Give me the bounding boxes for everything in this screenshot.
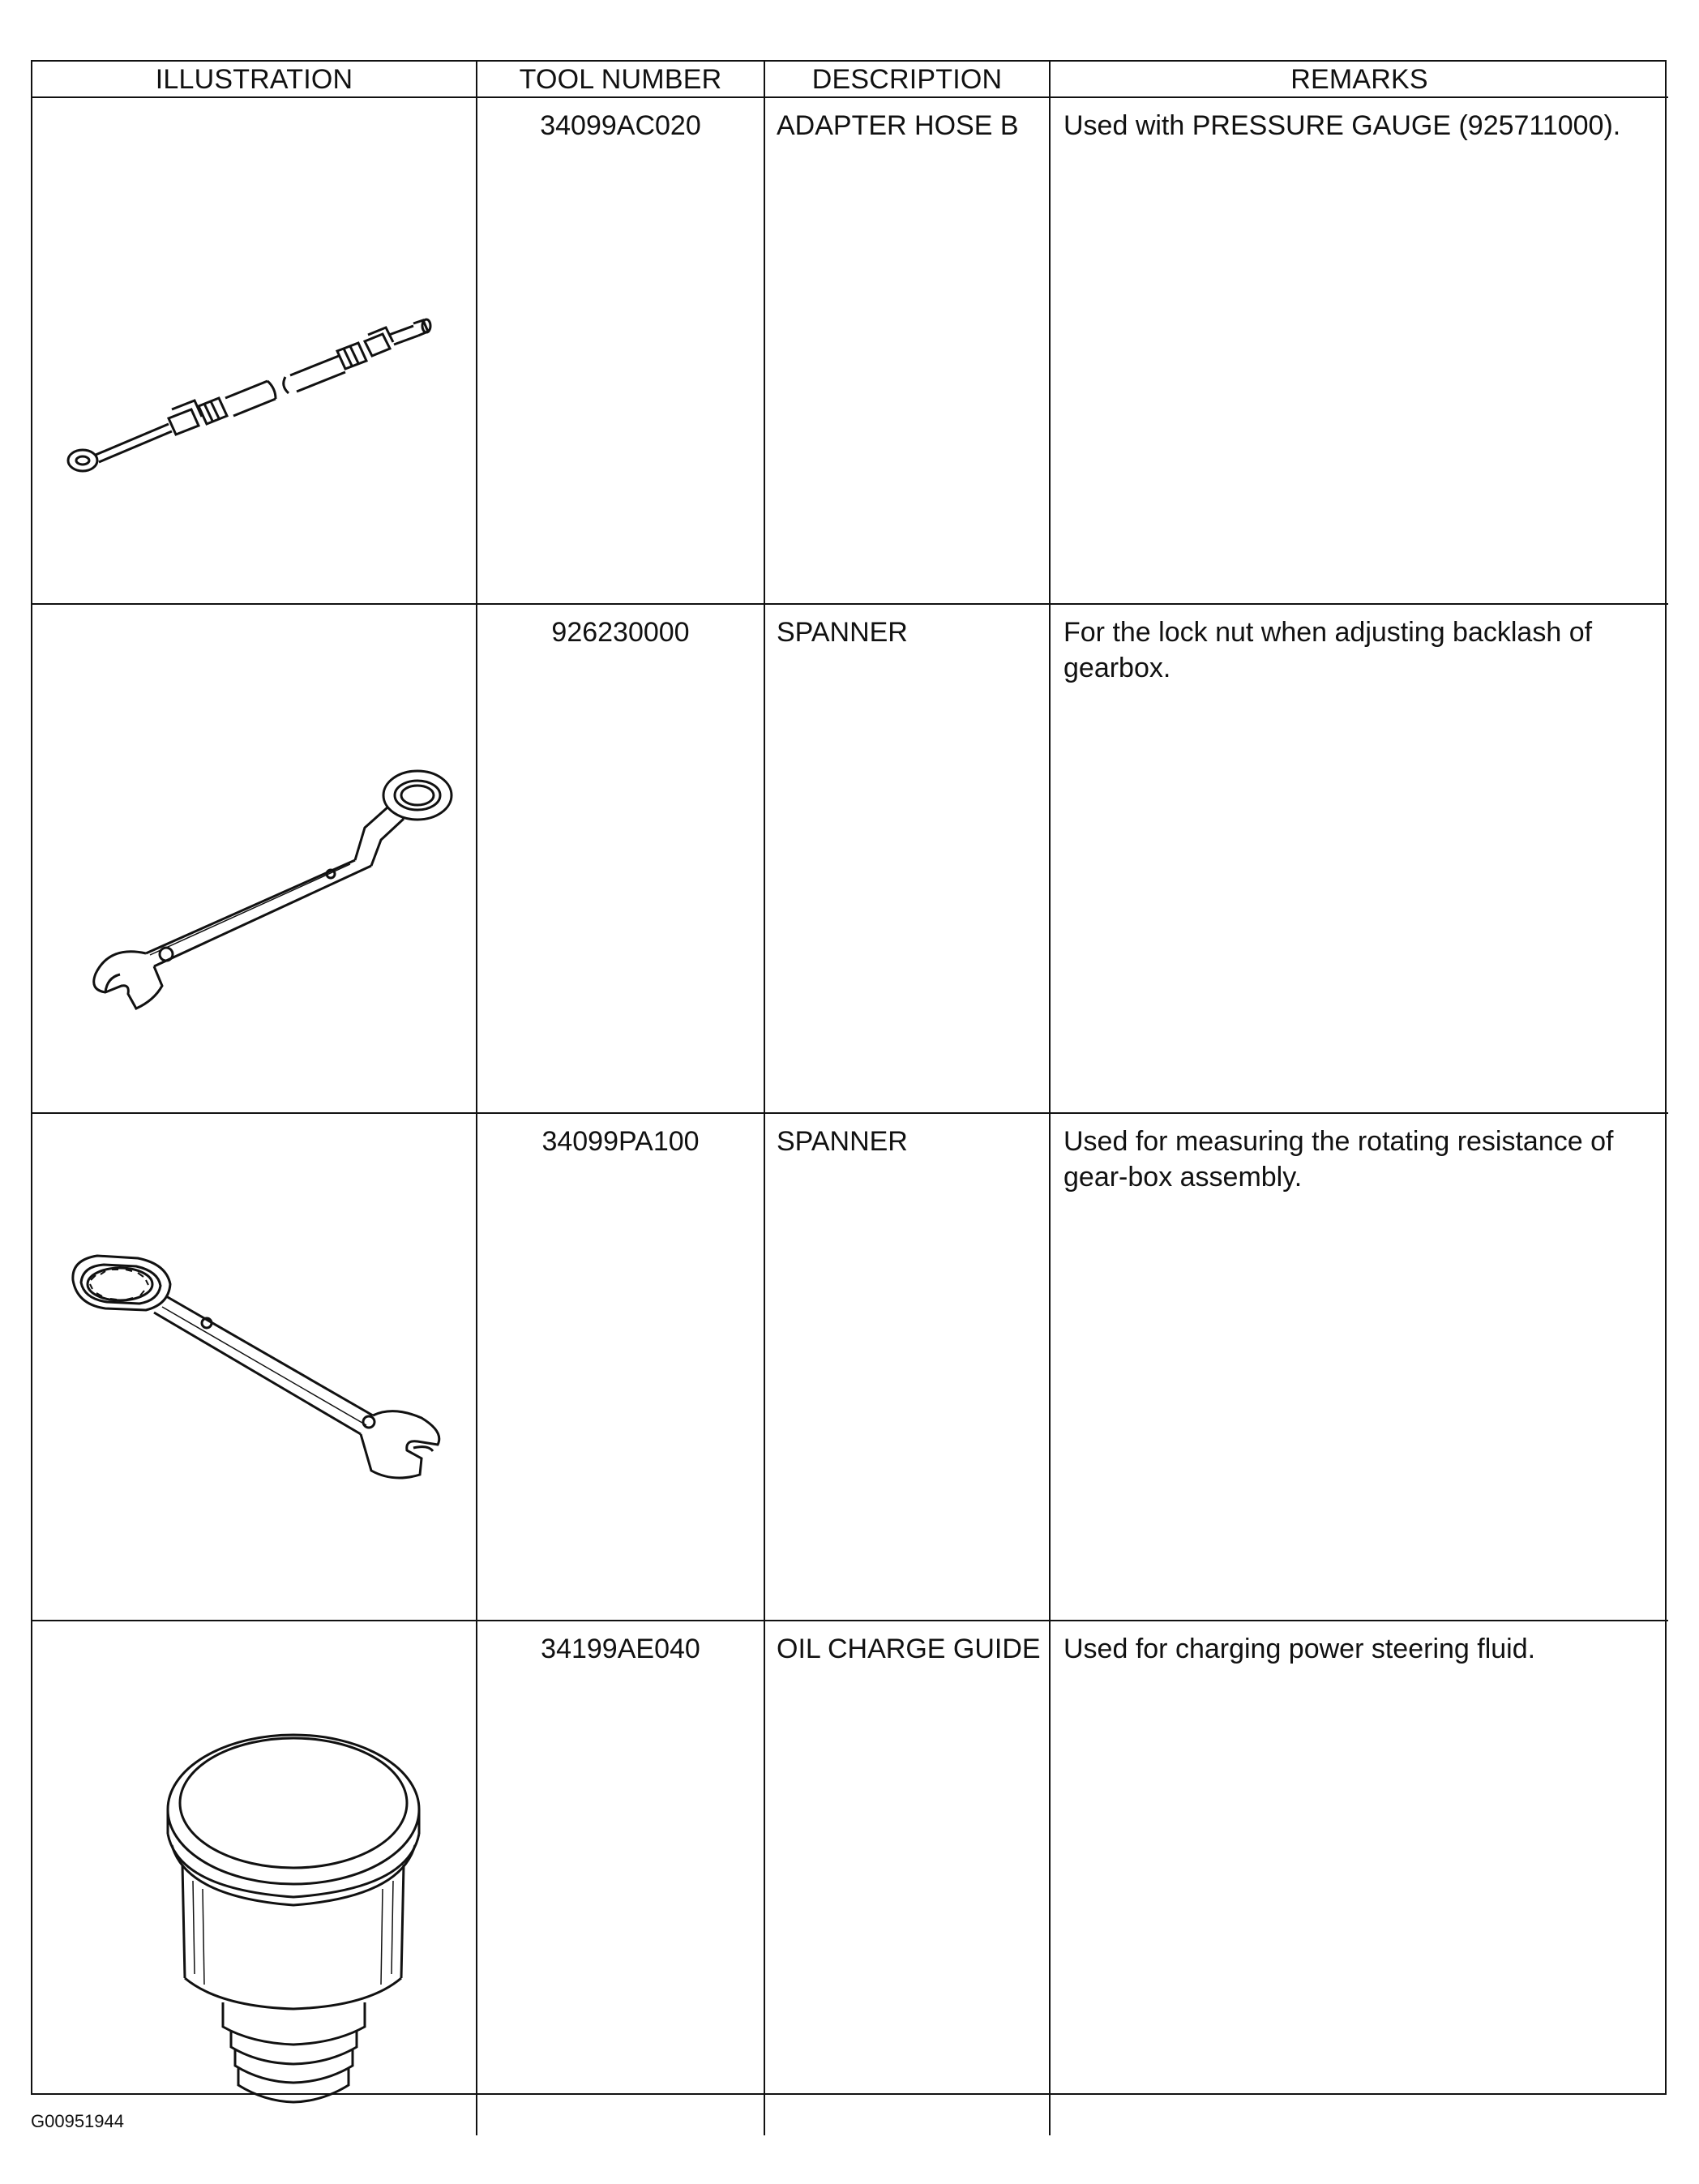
tool-number-cell: 34099AC020 xyxy=(477,97,764,604)
illustration-cell xyxy=(32,1113,477,1621)
remarks-cell: Used for measuring the rotating resistance of gear-box assembly. xyxy=(1050,1113,1668,1621)
tool-number-cell: 34099PA100 xyxy=(477,1113,764,1621)
illustration-cell xyxy=(32,1621,477,2135)
illustration-cell xyxy=(32,97,477,604)
description-cell: SPANNER xyxy=(764,1113,1050,1621)
table-row xyxy=(32,1621,1668,2135)
header-tool-number: TOOL NUMBER xyxy=(477,62,764,97)
header-illustration: ILLUSTRATION xyxy=(32,62,477,97)
remarks-cell: Used with PRESSURE GAUGE (925711000). xyxy=(1050,97,1668,604)
description-cell: ADAPTER HOSE B xyxy=(764,97,1050,604)
table-row xyxy=(32,1113,1668,1621)
tool-number-cell: 34199AE040 xyxy=(477,1621,764,2135)
figure-code: G00951944 xyxy=(31,2111,124,2131)
adapter-hose-icon xyxy=(32,98,477,603)
remarks-cell: Used for charging power steering fluid. xyxy=(1063,1634,1536,1664)
combination-spanner-icon xyxy=(32,1114,477,1620)
special-tools-table xyxy=(32,62,1668,2135)
oil-charge-guide-icon xyxy=(32,1621,477,2135)
tool-number-cell: 926230000 xyxy=(477,604,764,1113)
description-cell: SPANNER xyxy=(764,604,1050,1113)
header-remarks: REMARKS xyxy=(1050,62,1668,97)
illustration-cell xyxy=(32,604,477,1113)
header-description: DESCRIPTION xyxy=(764,62,1050,97)
table-header-row xyxy=(32,62,1668,97)
table-row xyxy=(32,604,1668,1113)
offset-spanner-icon xyxy=(32,605,477,1112)
special-tools-table-frame xyxy=(31,60,1667,2095)
remarks-cell: For the lock nut when adjusting backlash of gearbox. xyxy=(1050,604,1668,1113)
description-cell: OIL CHARGE GUIDE xyxy=(764,1621,1050,2135)
table-row xyxy=(32,97,1668,604)
